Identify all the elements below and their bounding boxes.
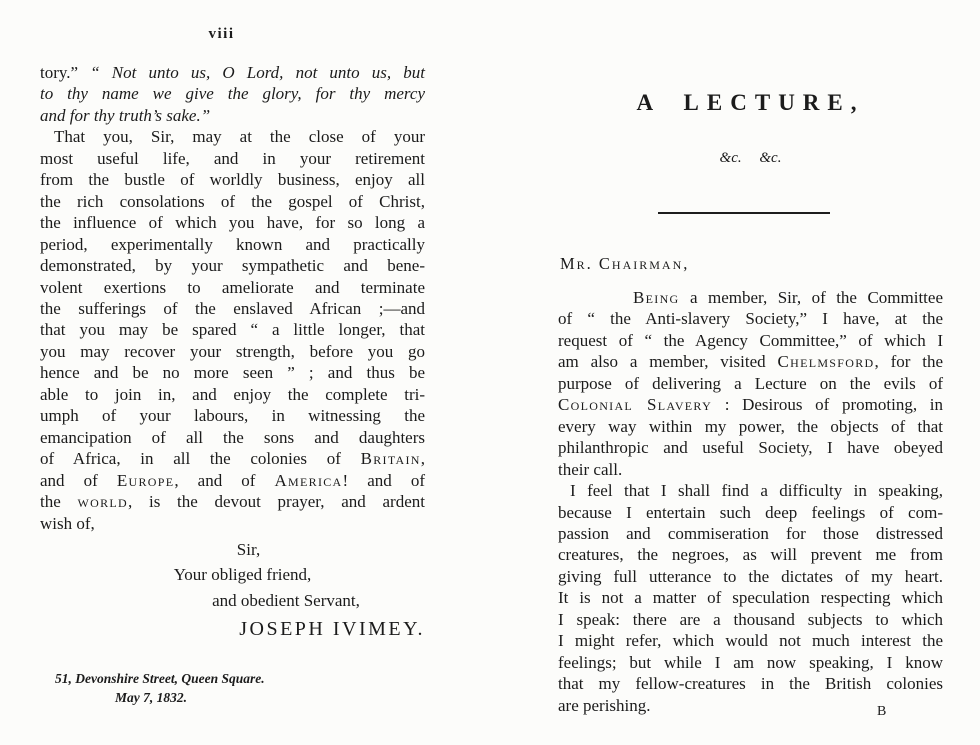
text-segment: the influence of which you have, for so long a bbox=[40, 213, 425, 233]
text-line bbox=[40, 83, 425, 104]
text-line bbox=[40, 319, 425, 340]
printer-signature-mark: B bbox=[877, 704, 887, 719]
text-line bbox=[558, 351, 943, 372]
text-line bbox=[558, 480, 943, 501]
text-segment: that you may be spared “ a little longer, that bbox=[40, 320, 425, 340]
text-line bbox=[40, 491, 425, 512]
text-segment: you may recover your strength, before you go bbox=[40, 341, 425, 361]
text-line bbox=[558, 308, 943, 329]
text-line bbox=[40, 298, 425, 319]
small-caps-text: Britain bbox=[360, 449, 421, 469]
text-segment: I speak: there are a thousand subjects to which bbox=[558, 609, 943, 629]
text-line bbox=[40, 470, 425, 491]
divider-rule bbox=[658, 212, 830, 214]
text-line bbox=[558, 502, 943, 523]
small-caps-text: America bbox=[274, 470, 343, 490]
text-segment: , for the bbox=[874, 352, 944, 372]
text-line bbox=[40, 427, 425, 448]
text-line bbox=[558, 587, 943, 608]
text-segment: and obedient Servant, bbox=[212, 590, 360, 610]
text-segment: and of bbox=[40, 470, 117, 490]
text-segment: period, experimentally known and practically bbox=[40, 234, 425, 254]
text-segment: purpose of delivering a Lecture on the evils of bbox=[558, 373, 943, 393]
small-caps-text: Europe bbox=[116, 470, 175, 490]
text-line bbox=[40, 590, 425, 611]
text-line bbox=[40, 191, 425, 212]
text-segment: I feel that I shall find a difficulty in speaking, bbox=[570, 481, 943, 501]
text-line bbox=[558, 609, 943, 630]
small-caps-text: Chelmsford bbox=[777, 352, 875, 372]
text-line bbox=[40, 62, 425, 83]
text-segment: feelings; but while I am now speaking, I know bbox=[558, 652, 943, 672]
salutation: Mr. Chairman, bbox=[560, 254, 690, 273]
text-segment: giving full utterance to the dictates of my heart. bbox=[558, 566, 943, 586]
left-page-text bbox=[40, 62, 425, 611]
right-page-text bbox=[558, 287, 943, 716]
page-number: viii bbox=[208, 26, 235, 42]
text-segment: umph of your labours, in witnessing the bbox=[40, 406, 425, 426]
text-segment: volent exertions to ameliorate and terminate bbox=[40, 277, 425, 297]
text-segment: wish of, bbox=[40, 513, 95, 533]
text-line bbox=[40, 405, 425, 426]
text-segment: , bbox=[420, 449, 425, 469]
text-line bbox=[558, 437, 943, 458]
text-segment: , is the devout prayer, and ardent bbox=[128, 492, 425, 512]
text-segment: a member, Sir, of the Committee bbox=[679, 288, 943, 307]
right-page bbox=[558, 0, 943, 745]
text-segment: the rich consolations of the gospel of Christ, bbox=[40, 191, 425, 211]
footer-date: May 7, 1832. bbox=[115, 689, 187, 705]
text-segment: most useful life, and in your retirement bbox=[40, 148, 425, 168]
text-segment: are perishing. bbox=[558, 695, 651, 715]
text-line bbox=[558, 652, 943, 673]
text-line bbox=[40, 539, 425, 560]
text-segment: request of “ the Agency Committee,” of which I bbox=[558, 330, 943, 350]
text-segment: that my fellow-creatures in the British colonies bbox=[558, 674, 943, 694]
text-segment: I might refer, which would not much interest the bbox=[558, 631, 943, 651]
text-segment: the bbox=[40, 492, 78, 512]
text-segment: every way within my power, the objects of that bbox=[558, 416, 943, 436]
text-segment: am also a member, visited bbox=[558, 352, 778, 372]
lecture-title: A LECTURE, bbox=[636, 90, 865, 115]
text-segment: the sufferings of the enslaved African ;—and bbox=[40, 298, 425, 318]
text-line bbox=[40, 448, 425, 469]
text-line bbox=[558, 673, 943, 694]
text-segment: able to join in, and enjoy the complete tri- bbox=[40, 384, 425, 404]
small-caps-text: Being bbox=[633, 288, 680, 307]
text-segment: from the bustle of worldly business, enjoy all bbox=[40, 170, 425, 190]
text-line bbox=[558, 416, 943, 437]
text-line bbox=[558, 630, 943, 651]
text-line bbox=[40, 384, 425, 405]
text-segment: creatures, the negroes, as will prevent me from bbox=[558, 545, 943, 565]
text-segment: passion and commiseration for those distressed bbox=[558, 523, 943, 543]
text-segment: demonstrated, by your sympathetic and bene- bbox=[40, 256, 425, 276]
text-segment: of Africa, in all the colonies of bbox=[40, 449, 361, 469]
signature: JOSEPH IVIMEY. bbox=[239, 618, 425, 640]
text-segment: That you, Sir, may at the close of your bbox=[54, 127, 425, 147]
italic-text: to thy name we give the glory, for thy mercy bbox=[40, 84, 425, 104]
text-segment: philanthropic and useful Society, I have obeyed bbox=[558, 438, 943, 458]
text-segment: hence and be no more seen ” ; and thus be bbox=[40, 363, 425, 383]
text-segment: emancipation of all the sons and daughters bbox=[40, 427, 425, 447]
text-line bbox=[40, 212, 425, 233]
small-caps-text: world bbox=[77, 492, 128, 512]
small-caps-text: Colonial Slavery bbox=[558, 395, 713, 415]
text-segment: their call. bbox=[558, 459, 623, 479]
text-line bbox=[40, 277, 425, 298]
text-segment: ! and of bbox=[342, 470, 425, 490]
text-segment: It is not a matter of speculation respecting which bbox=[558, 588, 943, 608]
text-segment: Your obliged friend, bbox=[173, 565, 312, 585]
text-line bbox=[558, 544, 943, 565]
footer-address: 51, Devonshire Street, Queen Square. bbox=[55, 671, 265, 686]
text-segment: tory.” bbox=[40, 63, 79, 82]
text-line bbox=[40, 169, 425, 190]
text-segment: , and of bbox=[174, 470, 275, 490]
text-segment: of “ the Anti-slavery Society,” I have, at the bbox=[558, 309, 943, 329]
text-line bbox=[40, 126, 425, 147]
text-line bbox=[40, 105, 425, 126]
text-line bbox=[40, 341, 425, 362]
text-line bbox=[40, 234, 425, 255]
text-line bbox=[558, 373, 943, 394]
etc-subtitle: &c. &c. bbox=[719, 150, 782, 166]
text-segment: Sir, bbox=[236, 539, 261, 559]
text-line bbox=[40, 148, 425, 169]
text-line bbox=[40, 564, 425, 585]
text-line bbox=[558, 330, 943, 351]
text-line bbox=[558, 287, 943, 308]
text-line bbox=[558, 566, 943, 587]
footer bbox=[55, 670, 265, 707]
text-segment: : Desirous of promoting, in bbox=[712, 395, 943, 415]
text-line bbox=[40, 513, 425, 534]
text-segment: because I entertain such deep feelings of com- bbox=[558, 502, 943, 522]
text-line bbox=[558, 394, 943, 415]
italic-text: and for thy truth’s sake.” bbox=[40, 105, 211, 125]
left-page bbox=[40, 0, 425, 745]
text-line bbox=[40, 255, 425, 276]
text-line bbox=[40, 362, 425, 383]
italic-text: “ Not unto us, O Lord, not unto us, but bbox=[78, 63, 425, 82]
text-line bbox=[558, 459, 943, 480]
text-line bbox=[558, 523, 943, 544]
